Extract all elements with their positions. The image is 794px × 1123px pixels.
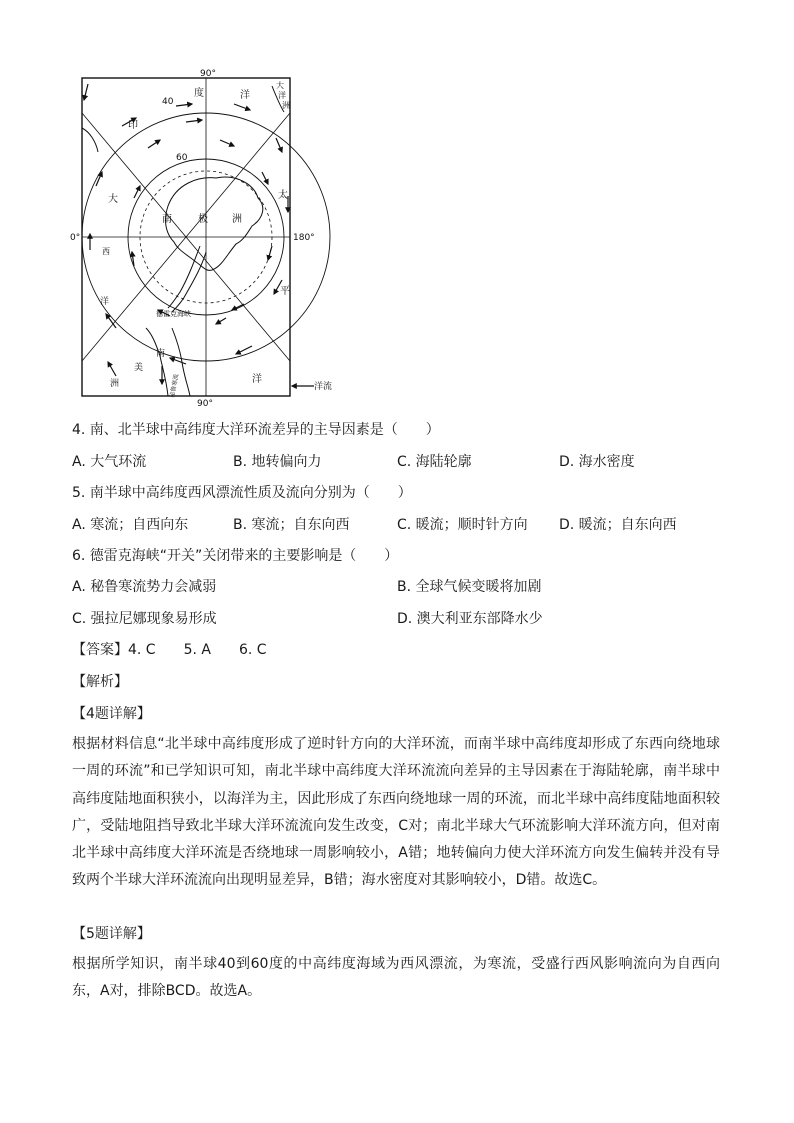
- analysis-label: 【解析】: [72, 674, 128, 690]
- atlantic-ocean-char: 西: [102, 247, 110, 256]
- lon-left-label: 0°: [70, 233, 81, 243]
- q6-option-b[interactable]: B. 全球气候变暖将加剧: [397, 579, 542, 595]
- current-arrow: [220, 140, 234, 146]
- current-arrow: [216, 318, 226, 324]
- question-6-stem: 6. 德雷克海峡“开关”关闭带来的主要影响是（ ）: [72, 548, 399, 564]
- indian-ocean-char: 洋: [240, 90, 250, 101]
- current-arrow: [108, 362, 116, 376]
- answer-line: [72, 641, 267, 659]
- atlantic-ocean-char: 大: [108, 194, 118, 205]
- current-arrow: [148, 140, 160, 148]
- q5-option-b[interactable]: B. 寒流；自东向西: [233, 517, 350, 533]
- answer-label: 【答案】: [72, 642, 128, 658]
- current-arrow: [234, 104, 250, 110]
- lat-40-label: 40: [162, 97, 174, 107]
- q6-option-a[interactable]: A. 秘鲁寒流势力会减弱: [72, 579, 217, 595]
- lon-right-label: 180°: [293, 233, 315, 243]
- current-arrow: [176, 104, 192, 106]
- current-arrow: [84, 84, 88, 100]
- q4-option-a[interactable]: A. 大气环流: [72, 454, 147, 470]
- detail-5-body: 根据所学知识，南半球40到60度的中高纬度海域为西风漂流，为寒流，受盛行西风影响流向为自西向东，A对，排除BCD。故选A。: [72, 956, 720, 1000]
- ocean-current-map: [70, 66, 336, 409]
- atlantic-side-char: 洋: [278, 91, 286, 100]
- q6-option-c[interactable]: C. 强拉尼娜现象易形成: [72, 611, 217, 627]
- atlantic-side-char: 大: [276, 81, 284, 90]
- south-america-west-coast: [146, 328, 168, 396]
- antarctica-char: 极: [198, 214, 208, 225]
- question-4-stem: 4. 南、北半球中高纬度大洋环流差异的主导因素是（ ）: [72, 422, 440, 438]
- south-america-char: 洲: [110, 379, 120, 389]
- atlantic-side-char: 洲: [282, 101, 290, 110]
- pacific-ocean-char: 洋: [252, 374, 262, 385]
- q4-option-c[interactable]: C. 海陆轮廓: [397, 454, 472, 470]
- south-america-char: 美: [134, 363, 144, 373]
- peru-current-label: 秘鲁寒流: [169, 373, 181, 399]
- detail-4-title: 【4题详解】: [72, 706, 151, 722]
- antarctica-outline: [166, 177, 263, 270]
- indian-ocean-char: 印: [128, 120, 138, 131]
- current-arrow: [262, 172, 268, 184]
- south-america-char: 南: [156, 349, 166, 359]
- q5-option-d[interactable]: D. 暖流；自东向西: [559, 517, 677, 533]
- answer-text: 4. C 5. A 6. C: [128, 642, 267, 658]
- lon-top-label: 90°: [200, 69, 216, 79]
- lat-60-label: 60: [176, 153, 188, 163]
- lon-bottom-label: 90°: [197, 399, 213, 409]
- antarctica-char: 洲: [232, 214, 242, 225]
- pacific-ocean-char: 平: [280, 286, 290, 297]
- atlantic-ocean-char: 洋: [100, 297, 110, 307]
- q5-option-a[interactable]: A. 寒流；自西向东: [72, 517, 189, 533]
- current-arrow: [232, 304, 244, 310]
- question-5-stem: 5. 南半球中高纬度西风漂流性质及流向分别为（ ）: [72, 485, 412, 501]
- africa-tip: [82, 128, 98, 152]
- antarctica-char: 南: [162, 214, 172, 225]
- detail-5-title: 【5题详解】: [72, 926, 151, 942]
- q5-option-c[interactable]: C. 暖流；顺时针方向: [397, 517, 528, 533]
- drake-passage-label: 德雷克海峡: [156, 310, 191, 318]
- current-arrow: [186, 120, 202, 122]
- current-arrow: [276, 138, 282, 152]
- current-arrows: [84, 84, 288, 384]
- q4-option-b[interactable]: B. 地转偏向力: [233, 454, 322, 470]
- detail-4-body: 根据材料信息“北半球中高纬度形成了逆时针方向的大洋环流，而南半球中高纬度却形成了东西向绕地球一周的环流”和已学知识可知，南北半球中高纬度大洋环流流向差异的主导因素在于海陆轮廓，南半球中高纬度陆地面积狭小，以海洋为主，因此形成了东西向绕地球一周的环流，而北半球中高纬度陆地面积较广，受陆地阻挡导致北半球大洋环流流向发生改变，C对；南北半球大气环流影响大洋环流方向，但对南北半球中高纬度大洋环流是否绕地球一周影响较小，A错；地转偏向力使大洋环流方向发生偏转并没有导致两个半球大洋环流流向出现明显差异，B错；海水密度对其影响较小，D错。故选C。: [72, 736, 720, 889]
- current-legend-label: 洋流: [314, 382, 333, 392]
- indian-ocean-char: 度: [194, 88, 204, 99]
- pacific-ocean-char: 太: [278, 190, 288, 201]
- q6-option-d[interactable]: D. 澳大利亚东部降水少: [397, 611, 543, 627]
- current-arrow: [268, 246, 272, 260]
- q4-option-d[interactable]: D. 海水密度: [559, 454, 635, 470]
